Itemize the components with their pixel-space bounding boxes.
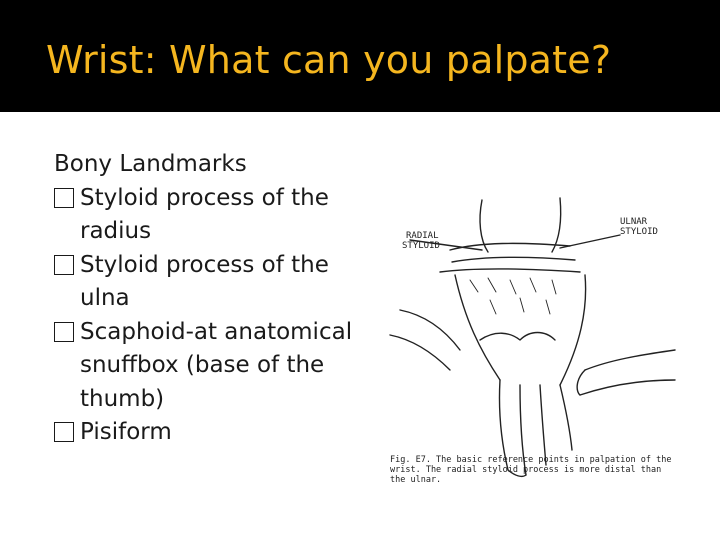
- figure-caption: Fig. E7. The basic reference points in palpation of the wrist. The radial styloid process is more distal than the ulnar.: [390, 455, 672, 485]
- bullet-box-icon: [54, 255, 74, 275]
- wrist-palpation-illustration: [370, 180, 680, 485]
- bullet-box-icon: [54, 422, 74, 442]
- title-bar: [0, 0, 720, 112]
- bullet-box-icon: [54, 322, 74, 342]
- ulnar-styloid-label-1: ULNAR: [620, 217, 648, 227]
- slide-content: [54, 148, 354, 450]
- radial-styloid-label-1: RADIAL: [406, 231, 439, 241]
- bullet-text: Styloid process of the radius: [80, 184, 329, 244]
- bullet-text: Pisiform: [80, 419, 172, 445]
- bullet-list: [54, 182, 354, 450]
- radial-styloid-label-2: STYLOID: [402, 241, 440, 251]
- list-item: [54, 182, 354, 249]
- bullet-text: Styloid process of the ulna: [80, 251, 329, 311]
- list-item: [54, 416, 354, 450]
- section-heading: Bony Landmarks: [54, 151, 247, 177]
- list-item: [54, 316, 354, 417]
- slide-title: Wrist: What can you palpate?: [46, 38, 612, 82]
- bullet-text: Scaphoid-at anatomical snuffbox (base of the thumb): [80, 318, 353, 412]
- list-item: [54, 249, 354, 316]
- ulnar-styloid-label-2: STYLOID: [620, 227, 658, 237]
- bullet-box-icon: [54, 188, 74, 208]
